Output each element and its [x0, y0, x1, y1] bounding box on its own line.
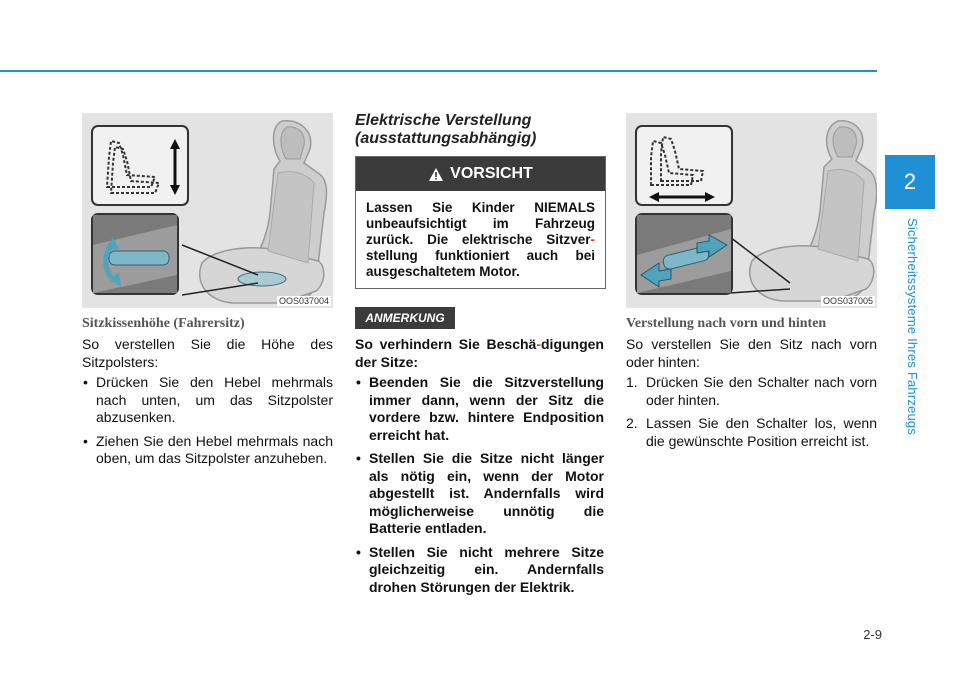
seat-height-inset-top	[91, 125, 189, 206]
electric-adjust-title	[355, 112, 536, 148]
caution-label: VORSICHT	[450, 165, 533, 182]
caution-text	[356, 191, 605, 288]
seat-height-list	[82, 374, 333, 474]
seat-height-inset-lever	[91, 213, 179, 295]
seat-slide-inset-top	[635, 125, 733, 206]
seat-slide-inset-switch	[635, 213, 733, 295]
step-text: Drücken Sie den Schalter nach vorn oder hinten.	[646, 374, 877, 408]
title-line-2: (ausstattungsabhängig)	[355, 130, 537, 147]
figure-code: OOS037005	[822, 296, 873, 306]
note-label: ANMERKUNG	[355, 307, 455, 329]
chapter-tab: 2	[885, 155, 935, 209]
seat-slide-figure	[626, 113, 877, 308]
note-intro	[355, 336, 604, 371]
list-item: • Beenden Sie die Sitzverstellung immer dann, wenn der Sitz die vordere bzw. hintere Endposition erreicht hat.	[355, 374, 604, 444]
height-lever-illustration	[93, 215, 177, 293]
list-item: • Stellen Sie die Sitze nicht länger als nötig ein, wenn der Motor abgestellt ist. Andernfalls wird möglicherweise unnötig die Batterie entladen.	[355, 450, 604, 538]
list-item	[626, 415, 877, 450]
seat-height-diagram	[93, 127, 187, 204]
seat-slide-diagram	[637, 127, 731, 204]
list-item: • Stellen Sie nicht mehrere Sitze gleichzeitig ein. Andernfalls drohen Störungen der Elektrik.	[355, 544, 604, 597]
list-item: • Ziehen Sie den Hebel mehrmals nach oben, um das Sitzpolster anzuheben.	[82, 433, 333, 468]
note-list	[355, 374, 604, 602]
figure-code: OOS037004	[278, 296, 329, 306]
step-number: 1.	[626, 374, 638, 390]
caution-text-part-1: Lassen Sie Kinder NIEMALS unbeaufsichtigt im Fahrzeug zurück. Die elektrische Sitzver	[366, 200, 595, 247]
step-number: 2.	[626, 415, 638, 431]
seat-slide-steps	[626, 374, 877, 456]
chapter-title: Sicherheitssysteme Ihres Fahrzeugs	[905, 218, 920, 436]
caution-header	[356, 157, 605, 191]
page-number: 2-9	[863, 627, 882, 642]
caution-box	[355, 156, 606, 289]
seat-slide-heading: Verstellung nach vorn und hinten	[626, 316, 827, 331]
slide-switch-illustration	[637, 215, 731, 293]
caution-text-part-2: stellung funktioniert auch bei ausgeschaltetem Motor.	[366, 248, 595, 279]
step-text: Lassen Sie den Schalter los, wenn die gewünschte Position erreicht ist.	[646, 415, 877, 449]
warning-triangle-icon	[428, 167, 444, 182]
title-line-1: Elektrische Verstellung	[355, 112, 532, 129]
caution-hyphen: -	[590, 232, 595, 247]
note-intro-part-1: So verhindern Sie Beschä	[355, 336, 537, 352]
seat-height-heading: Sitzkissenhöhe (Fahrersitz)	[82, 316, 245, 331]
list-item	[626, 374, 877, 409]
note-intro-part-2: digungen der Sitze:	[355, 336, 604, 370]
seat-slide-intro: So verstellen Sie den Sitz nach vorn oder hinten:	[626, 336, 877, 370]
header-rule	[0, 70, 877, 72]
note-hyphen: -	[536, 336, 541, 352]
seat-height-figure	[82, 113, 333, 308]
list-item: • Drücken Sie den Hebel mehrmals nach unten, um das Sitzpolster abzusenken.	[82, 374, 333, 427]
seat-height-intro: So verstellen Sie die Höhe des Sitzpolsters:	[82, 336, 333, 370]
